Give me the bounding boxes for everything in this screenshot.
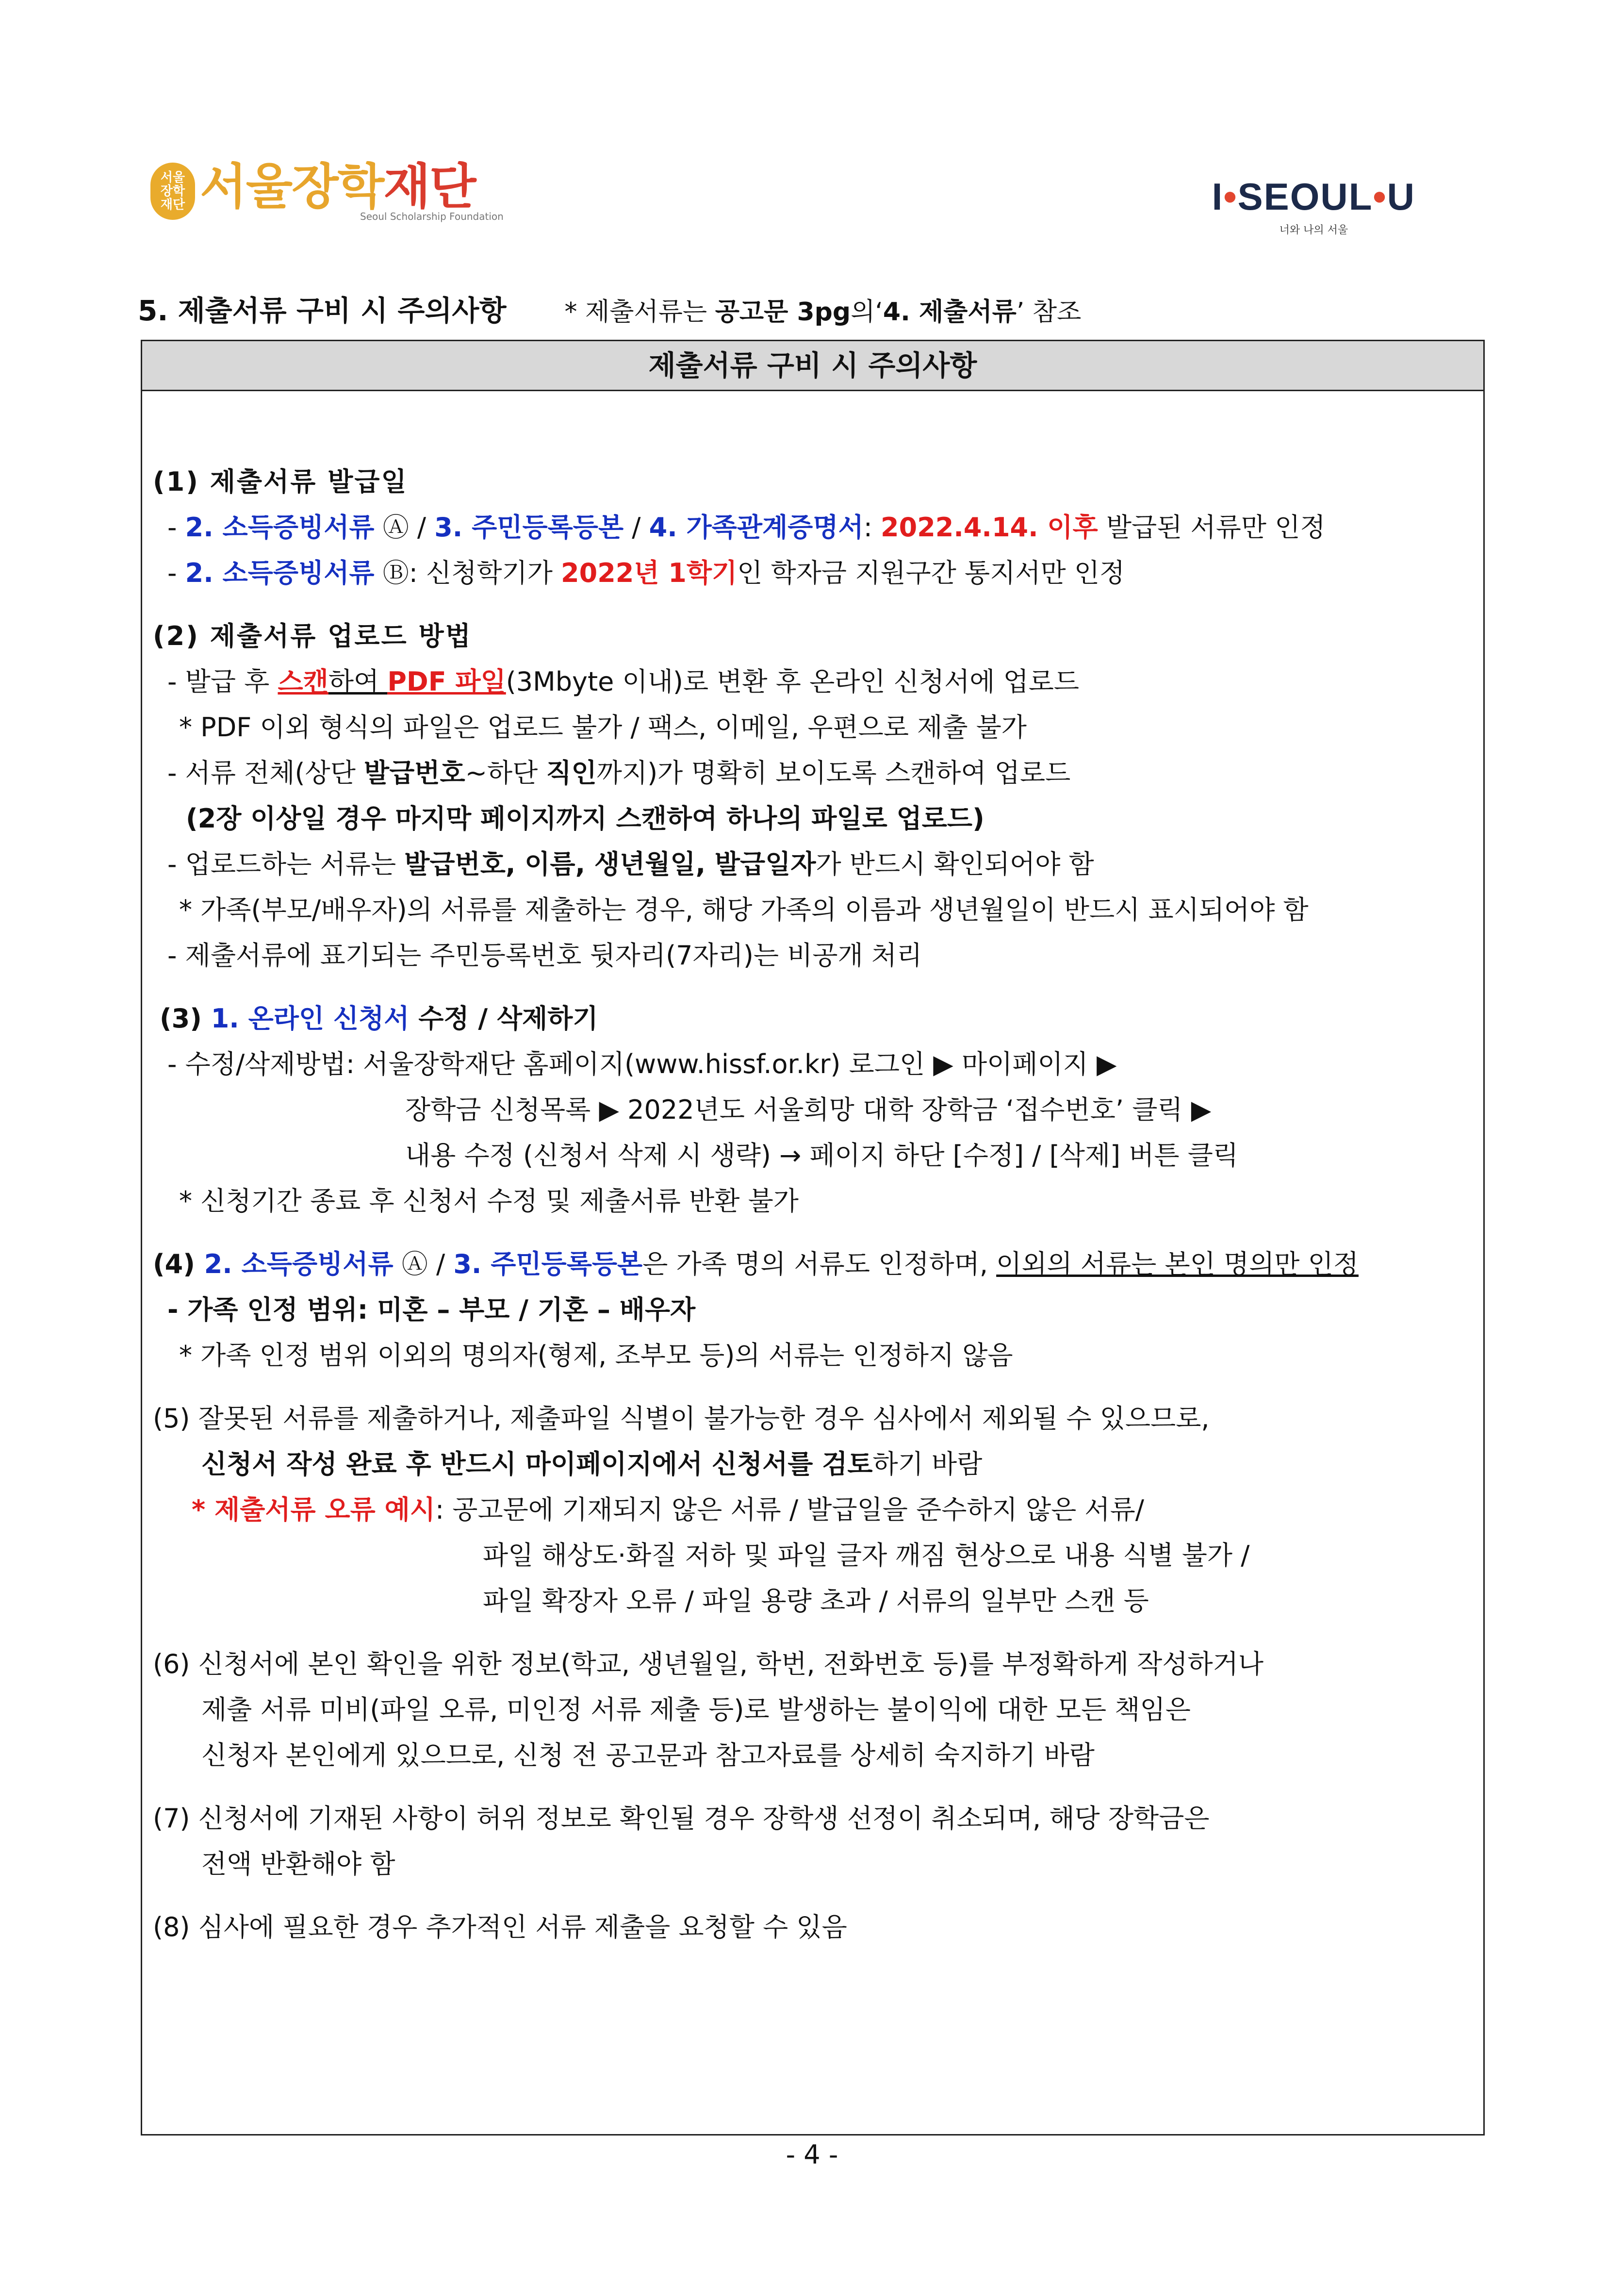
seoul-scholarship-foundation-logo <box>150 160 504 222</box>
s3-heading: (3) 1. 온라인 신청서 수정 / 삭제하기 <box>160 1003 598 1034</box>
precautions-box <box>141 340 1485 2136</box>
i-seoul-u-logo: I•SEOUL•U 너와 나의 서울 <box>1212 175 1415 236</box>
s2-line-3: - 서류 전체(상단 발급번호~하단 직인까지)가 명확히 보이도록 스캔하여 업로드 <box>167 758 1071 788</box>
s3-line-3: 내용 수정 (신청서 삭제 시 생략) → 페이지 하단 [수정] / [삭제] 버튼 클릭 <box>405 1140 1239 1171</box>
foundation-logo-name: 서울장학재단 <box>200 158 476 215</box>
s2-line-2: * PDF 이외 형식의 파일은 업로드 불가 / 팩스, 이메일, 우편으로 제출 불가 <box>179 712 1027 743</box>
s1-line-1: - 2. 소득증빙서류 Ⓐ / 3. 주민등록등본 / 4. 가족관계증명서: 2022.4.14. 이후 발급된 서류만 인정 <box>167 512 1326 543</box>
s7-line-1: (7) 신청서에 기재된 사항이 허위 정보로 확인될 경우 장학생 선정이 취소되며, 해당 장학금은 <box>153 1803 1210 1834</box>
s6-line-2: 제출 서류 미비(파일 오류, 미인정 서류 제출 등)로 발생하는 불이익에 대한 모든 책임은 <box>201 1694 1191 1725</box>
section-title-note: * 제출서류는 공고문 3pg의‘4. 제출서류’ 참조 <box>564 298 1082 327</box>
section-title <box>138 291 1081 331</box>
page-header <box>146 146 1478 257</box>
s2-line-6: * 가족(부모/배우자)의 서류를 제출하는 경우, 해당 가족의 이름과 생년월일이 반드시 표시되어야 함 <box>179 894 1309 925</box>
s5-error-examples: * 제출서류 오류 예시: 공고문에 기재되지 않은 서류 / 발급일을 준수하지 않은 서류/ <box>192 1494 1144 1525</box>
s5-line-2: 신청서 작성 완료 후 반드시 마이페이지에서 신청서를 검토하기 바람 <box>201 1449 983 1479</box>
s1-line-2: - 2. 소득증빙서류 Ⓑ: 신청학기가 2022년 1학기인 학자금 지원구간 통지서만 인정 <box>167 558 1125 588</box>
s4-line-2: - 가족 인정 범위: 미혼 – 부모 / 기혼 – 배우자 <box>167 1294 696 1325</box>
precautions-content <box>142 391 1483 1950</box>
s4-line-3: * 가족 인정 범위 이외의 명의자(형제, 조부모 등)의 서류는 인정하지 않음 <box>179 1340 1013 1371</box>
s3-line-2: 장학금 신청목록 ▶ 2022년도 서울희망 대학 장학금 ‘접수번호’ 클릭 ▶ <box>405 1094 1212 1125</box>
s5-line-5: 파일 확장자 오류 / 파일 용량 초과 / 서류의 일부만 스캔 등 <box>483 1586 1149 1616</box>
page-number: - 4 - <box>786 2139 838 2170</box>
i-seoul-u-subtitle: 너와 나의 서울 <box>1279 224 1348 236</box>
s2-line-5: - 업로드하는 서류는 발급번호, 이름, 생년월일, 발급일자가 반드시 확인되어야 함 <box>167 849 1094 879</box>
s7-line-2: 전액 반환해야 함 <box>201 1849 395 1879</box>
s1-heading: (1) 제출서류 발급일 <box>153 466 408 497</box>
box-header: 제출서류 구비 시 주의사항 <box>142 341 1483 391</box>
s8-line-1: (8) 심사에 필요한 경우 추가적인 서류 제출을 요청할 수 있음 <box>153 1912 847 1942</box>
s3-line-1: - 수정/삭제방법: 서울장학재단 홈페이지(www.hissf.or.kr) 로그인 ▶ 마이페이지 ▶ <box>167 1049 1117 1079</box>
s2-heading: (2) 제출서류 업로드 방법 <box>153 621 472 651</box>
foundation-logo-subtitle: Seoul Scholarship Foundation <box>360 211 504 222</box>
s3-line-4: * 신청기간 종료 후 신청서 수정 및 제출서류 반환 불가 <box>179 1186 799 1216</box>
s2-line-7: - 제출서류에 표기되는 주민등록번호 뒷자리(7자리)는 비공개 처리 <box>167 940 922 971</box>
s4-line-1: (4) 2. 소득증빙서류 Ⓐ / 3. 주민등록등본은 가족 명의 서류도 인정하며, 이외의 서류는 본인 명의만 인정 <box>153 1249 1359 1279</box>
s6-line-3: 신청자 본인에게 있으므로, 신청 전 공고문과 참고자료를 상세히 숙지하기 바람 <box>201 1740 1095 1771</box>
s5-line-4: 파일 해상도·화질 저하 및 파일 글자 깨짐 현상으로 내용 식별 불가 / <box>483 1540 1250 1571</box>
s2-line-4: (2장 이상일 경우 마지막 페이지까지 스캔하여 하나의 파일로 업로드) <box>186 803 984 834</box>
foundation-seal-icon: 서울 장학 재단 <box>150 163 195 220</box>
s2-line-1: - 발급 후 스캔하여 PDF 파일(3Mbyte 이내)로 변환 후 온라인 신청서에 업로드 <box>167 666 1080 697</box>
s5-line-1: (5) 잘못된 서류를 제출하거나, 제출파일 식별이 불가능한 경우 심사에서 제외될 수 있으므로, <box>153 1403 1210 1434</box>
section-title-text: 5. 제출서류 구비 시 주의사항 <box>138 294 507 327</box>
s6-line-1: (6) 신청서에 본인 확인을 위한 정보(학교, 생년월일, 학번, 전화번호 등)를 부정확하게 작성하거나 <box>153 1649 1264 1679</box>
